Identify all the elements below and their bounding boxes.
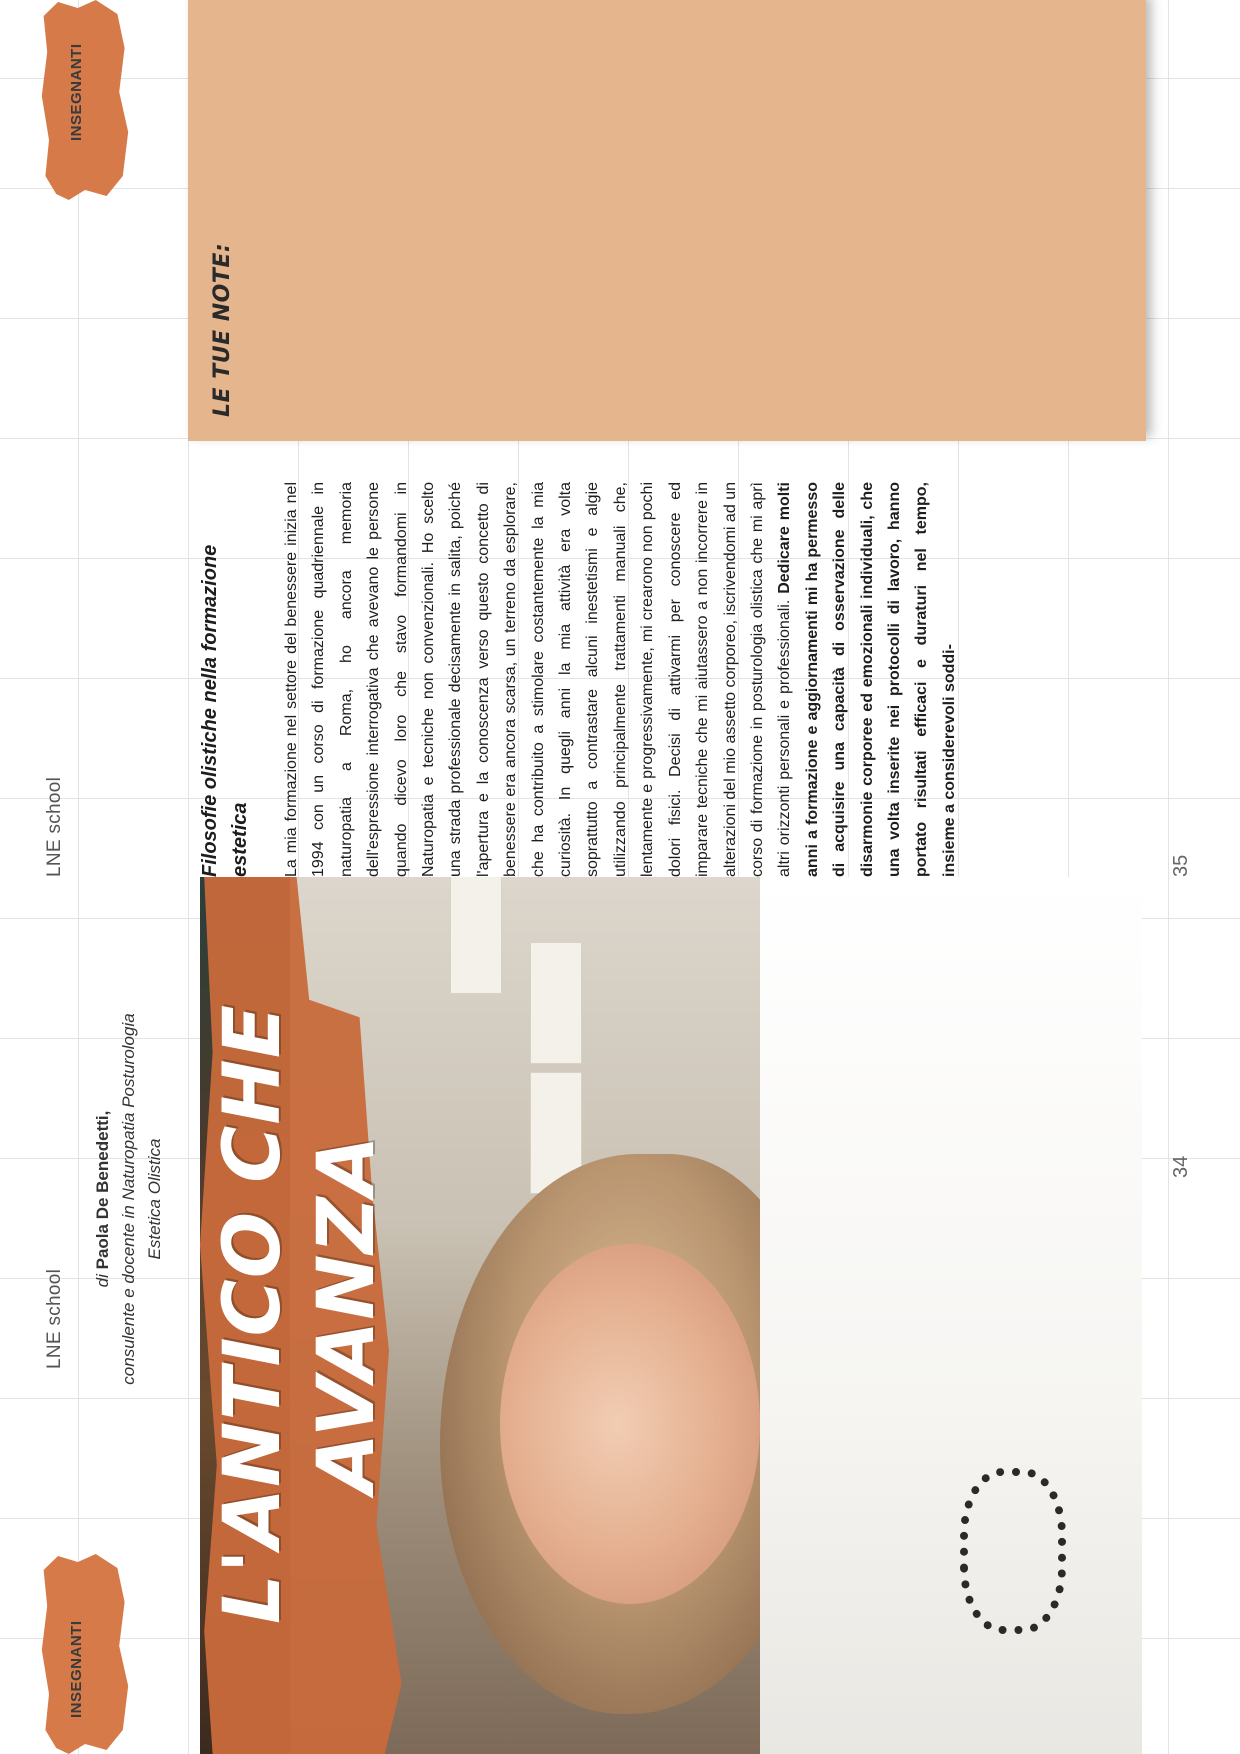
article-title-line1: L'ANTICO CHE	[208, 1004, 298, 1624]
section-tab-brush	[40, 0, 130, 200]
article-body	[278, 482, 963, 877]
notes-box[interactable]	[188, 0, 1146, 441]
photo-bracelet	[960, 1468, 1066, 1634]
page-number-right: 35	[1170, 854, 1192, 877]
page-34	[0, 877, 1240, 1754]
article-body-bold-text: Dedicare molti anni a formazione e aggiornamenti mi ha permesso di acquisire una capacità di osservazione delle disarmonie corporee ed emozionali individuali, che una volta inserite nei protocolli di lavoro, hanno portato risultati efficaci e duraturi nel tempo, insieme a considerevoli soddi-	[776, 482, 958, 877]
section-tab-label: INSEGNANTI	[68, 43, 85, 141]
photo-product-box	[530, 942, 582, 1064]
author-name: Paola De Benedetti,	[93, 1110, 112, 1270]
photo-product-box	[450, 877, 502, 994]
header-lne-school: LNE school	[44, 776, 65, 877]
photo-face	[500, 1244, 760, 1604]
author-role-line1: consulente e docente in Naturopatia Posturologia	[119, 1013, 138, 1385]
article-title	[206, 894, 394, 1734]
section-tab-label: INSEGNANTI	[68, 1620, 85, 1718]
author-photo	[200, 877, 1142, 1754]
article-heading: Filosofie olistiche nella formazione estetica	[199, 544, 251, 877]
byline	[90, 989, 168, 1409]
header-lne-school: LNE school	[44, 1268, 65, 1369]
section-tab-brush	[40, 1554, 130, 1754]
article-title-line2: AVANZA	[302, 1134, 392, 1494]
byline-author-line	[90, 989, 116, 1409]
article-body-text: La mia formazione nel settore del benessere inizia nel 1994 con un corso di formazione quadriennale in naturopatia a Roma, ho ancora memoria dell'espressione interrogativa che avevano le persone quando dicevo loro che stavo formandomi in Naturopatia e tecniche non convenzionali. Ho scelto una strada professionale decisamente in salita, poiché l'apertura e la conoscenza verso questo concetto di benessere era ancora scarsa, un terreno da esplorare, che ha contribuito a stimolare costantemente la mia curiosità. In quegli anni la mia attività era volta soprattutto a contrastare alcuni inestetismi e algie utilizzando principalmente trattamenti manuali che, lentamente e progressivamente, mi crearono non pochi dolori fisici. Decisi di attivarmi per conoscere ed imparare tecniche che mi aiutassero a non incorrere in alterazioni del mio assetto corporeo, iscrivendomi ad un corso di formazione in posturologia olistica che mi aprì altri orizzonti personali e professionali.	[283, 482, 794, 877]
photo-shirt	[760, 877, 1142, 1754]
page-number-left: 34	[1170, 1155, 1192, 1178]
byline-prefix: di	[93, 1274, 112, 1288]
notes-title: LE TUE NOTE:	[210, 242, 235, 417]
author-role-line2: Estetica Olistica	[145, 1138, 164, 1260]
